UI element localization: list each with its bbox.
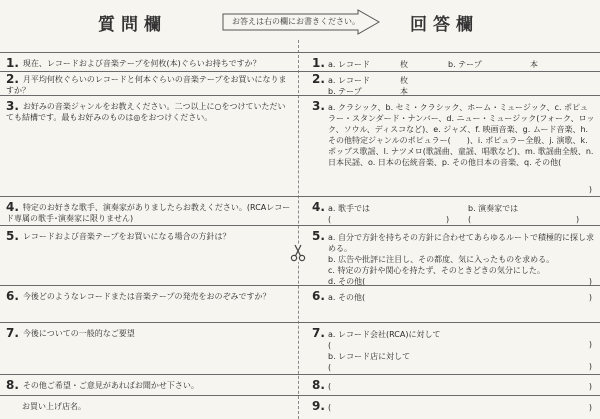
question-2 (6, 74, 292, 96)
opening-paren[interactable]: ( (468, 215, 472, 224)
answer-number: 2. (312, 72, 325, 86)
answer-number: 7. (312, 326, 325, 340)
answer-option: b. 演奏家では (468, 204, 519, 213)
answer-number: 5. (312, 229, 325, 243)
answer-option[interactable]: b. 広告や批評に注目し、その都度、気に入ったものを求める。 (328, 255, 555, 264)
opening-paren[interactable]: ( (328, 215, 332, 224)
closing-paren: ) (588, 382, 592, 391)
question-number: 4. (6, 200, 19, 214)
closing-paren: ) (446, 215, 450, 224)
answer-number: 9. (312, 399, 325, 413)
answer-number: 3. (312, 99, 325, 113)
question-5 (6, 231, 292, 242)
opening-paren[interactable]: ( (328, 341, 332, 350)
question-text: 特定のお好きな歌手、演奏家がありましたらお教えください。(RCAレコード専属の歌手･演奏家に限りません) (6, 203, 291, 223)
answer-unit-field[interactable]: 枚 (400, 76, 408, 85)
opening-paren[interactable]: ( (328, 363, 332, 372)
question-row-8 (0, 374, 600, 396)
answer-number: 8. (312, 378, 325, 392)
question-row-1 (0, 52, 600, 72)
question-text: 現在、レコードおよび音楽テープを何枚(本)ぐらいお持ちですか？ (22, 59, 261, 68)
question-number: 3. (6, 99, 19, 113)
answer-number: 1. (312, 56, 325, 70)
answer-option: a. レコード (328, 60, 370, 69)
question-row-9 (0, 395, 600, 419)
question-text: 今後についての一般的なご要望 (22, 329, 135, 338)
question-9 (22, 401, 308, 412)
question-row-7 (0, 322, 600, 375)
closing-paren: ) (576, 215, 580, 224)
question-text: 今後どのようなレコードまたは音楽テープの発売をおのぞみですか？ (22, 292, 271, 301)
answer-number: 6. (312, 289, 325, 303)
question-3 (6, 101, 292, 123)
answer-unit-field[interactable]: 本 (530, 60, 538, 69)
closing-paren: ) (588, 362, 592, 371)
answer-unit-field[interactable]: 枚 (400, 60, 408, 69)
genre-options[interactable]: a. クラシック、b. セミ・クラシック、ホーム・ミュージック、c. ポピュラー・スタンダード・ナンバー、d. ニュー・ミュージック(フォーク、ロック、ソウル、ディスコなど)、e. ジャズ、f. 映画音楽、g. ムード音楽、h. その他特定ジャンルのポピュラー( )、i. ポピュラー全般、j. 演歌、k. ポップス歌謡、l. ナツメロ(歌謡曲、童謡、唱歌など)、m. 歌謡曲全般、n. 日本民謡、o. 日本の伝統音楽、p. その他日本の音楽、q. その他( (328, 103, 595, 167)
answer-unit-field[interactable]: 本 (400, 87, 408, 96)
opening-paren[interactable]: ( (328, 403, 332, 412)
question-4 (6, 202, 292, 224)
answer-option[interactable]: b. レコード店に対して (328, 352, 411, 361)
question-column-title: 質問欄 (98, 15, 167, 35)
question-text: お買い上げ店名。 (22, 402, 86, 411)
answer-option[interactable]: a. レコード会社(RCA)に対して (328, 330, 441, 339)
closing-paren: ) (588, 277, 592, 286)
question-row-3 (0, 95, 600, 197)
answer-option: b. テープ (328, 87, 362, 96)
question-number: 2. (6, 72, 19, 86)
opening-paren[interactable]: ( (328, 382, 332, 391)
question-row-6 (0, 285, 600, 323)
answer-option: a. レコード (328, 76, 370, 85)
answer-option: b. テープ (448, 60, 482, 69)
question-6 (6, 291, 292, 302)
answer-column-title: 回答欄 (410, 15, 479, 35)
question-row-2 (0, 71, 600, 96)
question-number: 8. (6, 378, 19, 392)
scissors-icon (290, 244, 306, 262)
closing-paren: ) (588, 340, 592, 349)
instruction-arrow (222, 9, 380, 35)
answer-option[interactable]: d. その他( (328, 277, 366, 286)
answer-number: 4. (312, 200, 325, 214)
closing-paren: ) (588, 403, 592, 412)
answer-option[interactable]: c. 特定の方針や関心を持たず、そのときどきの気分にした。 (328, 266, 545, 275)
instruction-text: お答えは右の欄にお書きください。 (232, 17, 360, 26)
question-number: 1. (6, 56, 19, 70)
closing-paren: ) (588, 293, 592, 302)
question-number: 5. (6, 229, 19, 243)
answer-option: a. 歌手では (328, 204, 370, 213)
closing-paren: ) (588, 185, 592, 194)
question-text: レコードおよび音楽テープをお買いになる場合の方針は？ (22, 232, 231, 241)
answer-option[interactable]: a. 自分で方針を持ちその方針に合わせてあらゆるルートで積極的に探し求める。 (328, 233, 594, 253)
question-text: お好みの音楽ジャンルをお教えください。二つ以上に○をつけていただいても結構です。最もお好みのものは◎をおつけください。 (6, 102, 286, 122)
question-number: 7. (6, 326, 19, 340)
question-8 (6, 380, 292, 391)
question-text: その他ご希望・ご意見があればお聞かせ下さい。 (22, 381, 199, 390)
question-row-4 (0, 196, 600, 226)
question-number: 6. (6, 289, 19, 303)
question-text: 月平均何枚ぐらいのレコードと何本ぐらいの音楽テープをお買いになりますか？ (6, 75, 287, 95)
question-1 (6, 58, 292, 69)
answer-option[interactable]: a. その他( (328, 293, 366, 302)
question-7 (6, 328, 292, 339)
